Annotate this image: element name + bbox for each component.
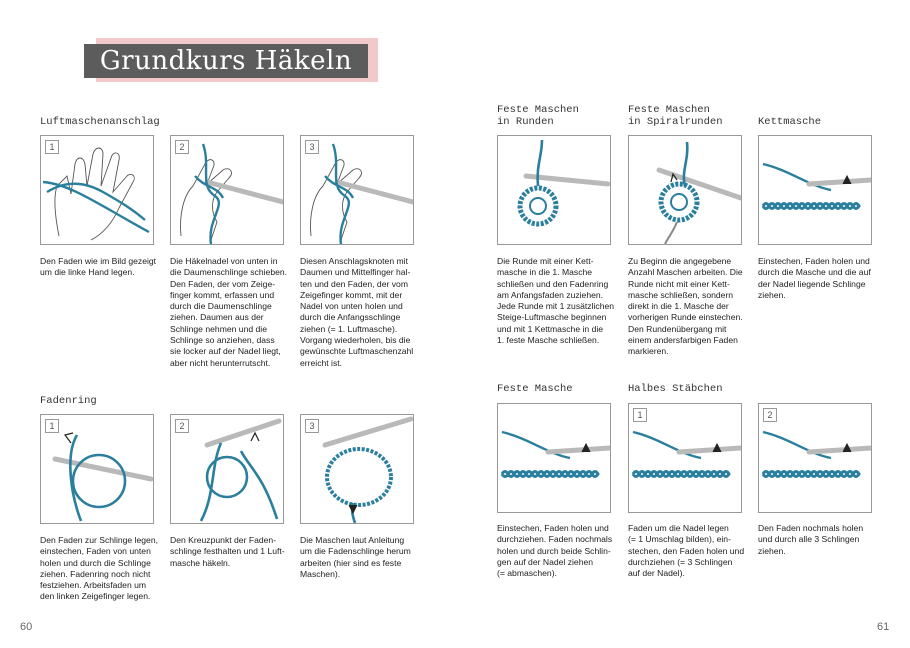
crochet-illustration — [629, 136, 741, 244]
caption-feste-maschen-spiral: Zu Beginn die angegebene Anzahl Maschen arbeiten. Die Runde nicht mit einer Kett- masche schließen, sondern direkt in die 1. Masche der vorherigen Runde einstechen. Den Rundenübergang mit einem andersfarbigen Faden markieren. — [628, 256, 743, 357]
page-title: Grundkurs Häkeln — [84, 44, 368, 78]
step-number: 3 — [305, 140, 319, 154]
caption-kettmasche: Einstechen, Faden holen und durch die Masche und die auf der Nadel liegende Schlinge ziehen. — [758, 256, 871, 300]
illustration-feste-masche — [497, 403, 611, 513]
caption-luftmaschen-1: Den Faden wie im Bild gezeigt um die linke Hand legen. — [40, 256, 157, 278]
crochet-illustration — [498, 136, 610, 244]
step-number: 1 — [45, 140, 59, 154]
caption-halbes-staebchen-2: Den Faden nochmals holen und durch alle 3 Schlingen ziehen. — [758, 523, 864, 556]
illustration-luftmaschen-3 — [300, 135, 414, 245]
step-number: 1 — [45, 419, 59, 433]
illustration-halbes-staebchen-1 — [628, 403, 742, 513]
illustration-fadenring-1 — [40, 414, 154, 524]
illustration-fadenring-2 — [170, 414, 284, 524]
step-number: 2 — [175, 140, 189, 154]
step-number: 1 — [633, 408, 647, 422]
section-feste-maschen-spiral: Feste Maschen in Spiralrunden — [628, 104, 723, 128]
caption-fadenring-1: Den Faden zur Schlinge legen, einstechen, Faden von unten holen und durch die Schlinge ziehen. Fadenring noch nicht festziehen. Arbeitsfaden um den linken Zeigefinger legen. — [40, 535, 159, 602]
caption-feste-maschen-runden: Die Runde mit einer Kett- masche in die 1. Masche schließen und den Fadenring am Anfangsfaden zuziehen. Jede Runde mit 1 zusätzlichen Steige-Luftmasche beginnen und mit 1 Kettmasche in die 1. feste Masche schließen. — [497, 256, 615, 346]
illustration-feste-maschen-runden — [497, 135, 611, 245]
step-number: 2 — [763, 408, 777, 422]
caption-luftmaschen-3: Diesen Anschlagsknoten mit Daumen und Mittelfinger hal- ten und den Faden, der vom Zeigefinger kommt, mit der Nadel von unten holen und durch die Anfangsschlinge ziehen (= 1. Luftmasche). Vorgang wiederholen, bis die gewünschte Luftmaschenzahl erreicht ist. — [300, 256, 414, 368]
page-number-right: 61 — [877, 621, 890, 633]
caption-fadenring-2: Den Kreuzpunkt der Faden- schlinge festhalten und 1 Luft- masche häkeln. — [170, 535, 285, 568]
caption-feste-masche: Einstechen, Faden holen und durchziehen. Faden nochmals holen und durch beide Schlin- gen auf der Nadel ziehen (= abmaschen). — [497, 523, 613, 579]
section-halbes-staebchen: Halbes Stäbchen — [628, 383, 723, 395]
crochet-illustration — [759, 136, 871, 244]
section-feste-maschen-runden: Feste Maschen in Runden — [497, 104, 579, 128]
illustration-halbes-staebchen-2 — [758, 403, 872, 513]
crochet-illustration — [498, 404, 610, 512]
caption-fadenring-3: Die Maschen laut Anleitung um die Fadenschlinge herum arbeiten (hier sind es feste Maschen). — [300, 535, 411, 579]
step-number: 2 — [175, 419, 189, 433]
section-luftmaschenanschlag: Luftmaschenanschlag — [40, 116, 160, 128]
illustration-luftmaschen-1 — [40, 135, 154, 245]
caption-halbes-staebchen-1: Faden um die Nadel legen (= 1 Umschlag bilden), ein- stechen, den Faden holen und durchziehen (= 3 Schlingen auf der Nadel). — [628, 523, 745, 579]
section-feste-masche: Feste Masche — [497, 383, 573, 395]
illustration-luftmaschen-2 — [170, 135, 284, 245]
illustration-fadenring-3 — [300, 414, 414, 524]
page-number-left: 60 — [20, 621, 33, 633]
section-fadenring: Fadenring — [40, 395, 97, 407]
step-number: 3 — [305, 419, 319, 433]
section-kettmasche: Kettmasche — [758, 116, 822, 128]
caption-luftmaschen-2: Die Häkelnadel von unten in die Daumenschlinge schieben. Den Faden, der vom Zeige- finger kommt, erfassen und durch die Daumenschlinge ziehen. Daumen aus der Schlinge nehmen und die Schlinge so anziehen, dass sie locker auf der Nadel liegt, aber nicht herunterrutscht. — [170, 256, 288, 368]
illustration-feste-maschen-spiral — [628, 135, 742, 245]
illustration-kettmasche — [758, 135, 872, 245]
